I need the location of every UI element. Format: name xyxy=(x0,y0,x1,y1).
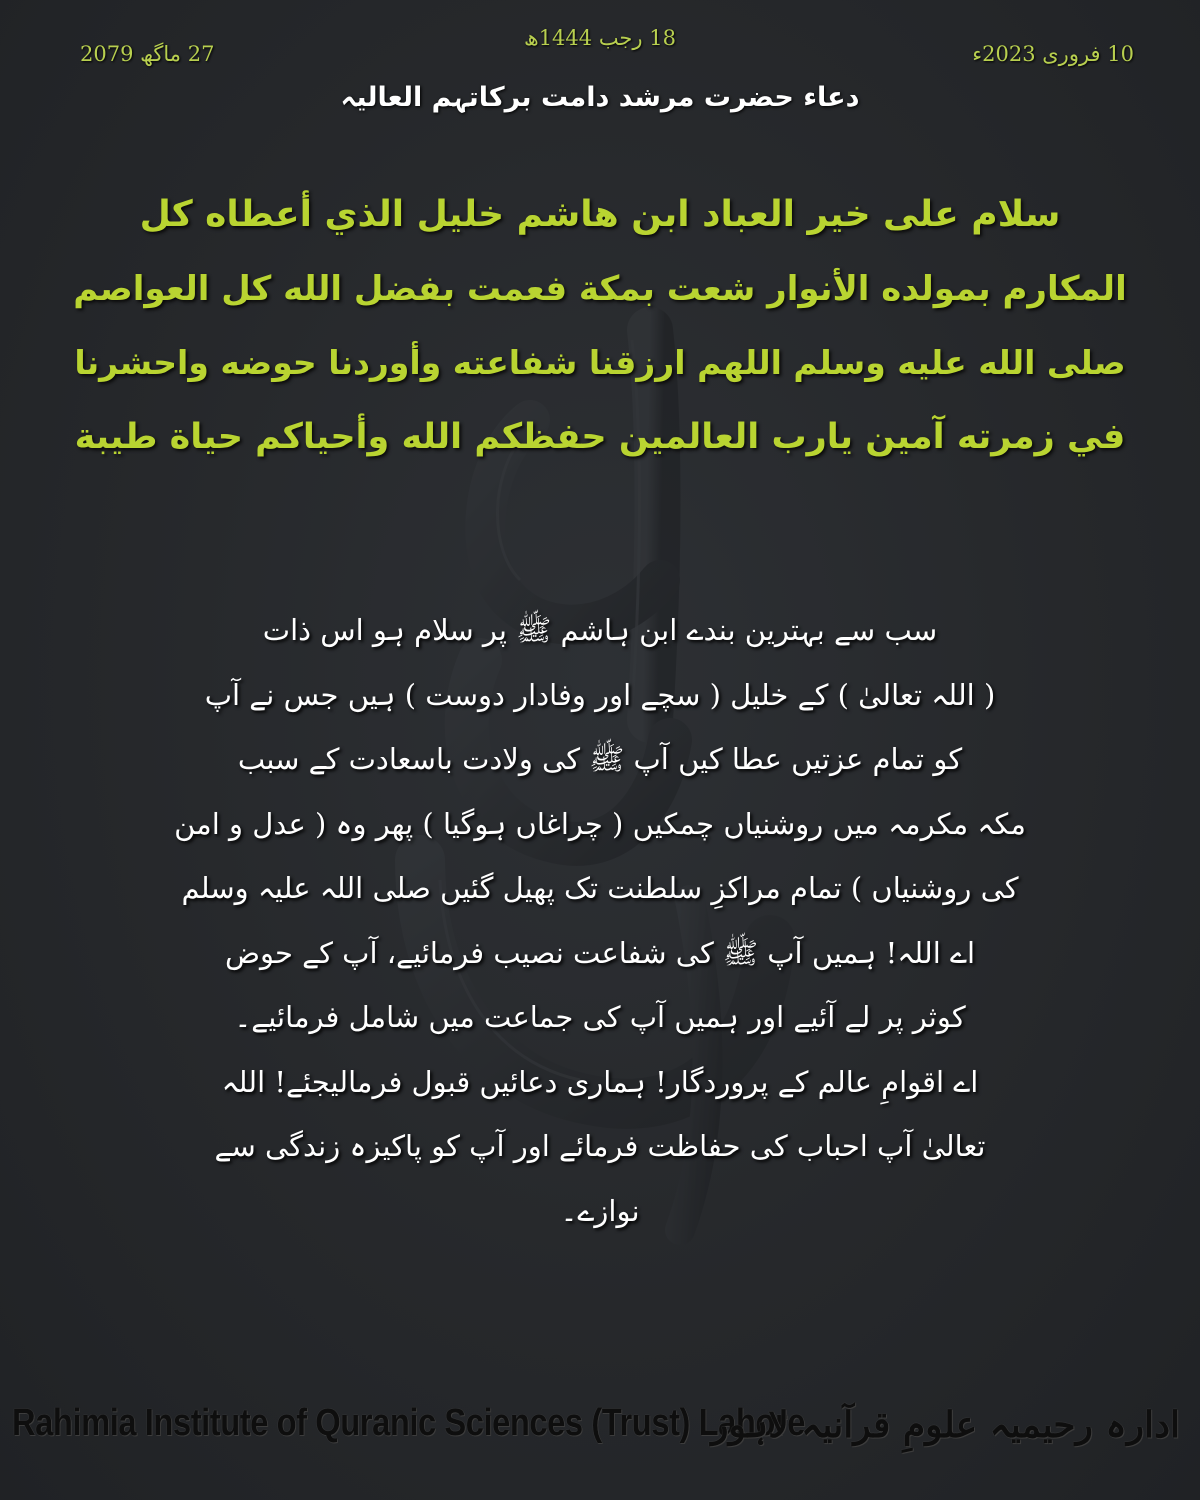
arabic-line: سلام على خير العباد ابن هاشم خليل الذي أعطاه كل xyxy=(139,194,1061,235)
page-heading: دعاء حضرت مرشد دامت برکاتہم العالیہ xyxy=(340,82,860,113)
footer xyxy=(0,1398,1200,1468)
institute-name-english: Rahimia Institute of Quranic Sciences (Trust) Lahore xyxy=(12,1402,806,1444)
urdu-line: سب سے بہترین بندے ابن ہاشم ﷺ پر سلام ہو اس ذات xyxy=(262,613,938,647)
urdu-line: تعالیٰ آپ احباب کی حفاظت فرمائے اور آپ کو پاکیزہ زندگی سے xyxy=(214,1129,986,1163)
urdu-line: ( اللہ تعالیٰ ) کے خلیل ( سچے اور وفادار دوست ) ہیں جس نے آپ xyxy=(204,677,996,712)
urdu-translation xyxy=(160,598,1040,1243)
arabic-dua xyxy=(70,178,1130,474)
urdu-line: کی روشنیاں ) تمام مراکزِ سلطنت تک پھیل گئیں صلی اللہ علیہ وسلم xyxy=(181,871,1019,905)
arabic-line: صلى الله عليه وسلم اللهم ارزقنا شفاعته وأوردنا حوضه واحشرنا xyxy=(74,343,1126,382)
institute-name-urdu: ادارہ رحیمیہ علومِ قرآنیہ لاہور xyxy=(711,1404,1180,1446)
urdu-line: مکہ مکرمہ میں روشنیاں چمکیں ( چراغاں ہوگیا ) پھر وہ ( عدل و امن xyxy=(174,806,1026,841)
bikrami-date: 27 ماگھ 2079 xyxy=(80,42,215,66)
urdu-line: کو تمام عزتیں عطا کیں آپ ﷺ کی ولادت باسعادت کے سبب xyxy=(237,742,963,776)
hijri-date: 18 رجب 1444ھ xyxy=(524,26,676,50)
urdu-line: نوازے۔ xyxy=(560,1193,640,1228)
urdu-line: اے اقوامِ عالم کے پروردگار! ہماری دعائیں قبول فرمالیجئے! اللہ xyxy=(221,1064,979,1099)
urdu-line: اے اللہ! ہمیں آپ ﷺ کی شفاعت نصیب فرمائیے، آپ کے حوض xyxy=(224,935,976,970)
institute-logo xyxy=(711,1398,1180,1462)
arabic-line: في زمرته آمين يارب العالمين حفظكم الله وأحياكم حياة طيبة xyxy=(74,417,1126,457)
gregorian-date: 10 فروری 2023ء xyxy=(972,42,1134,66)
arabic-line: المكارم بمولده الأنوار شعت بمكة فعمت بفضل الله كل العواصم xyxy=(73,269,1127,309)
urdu-line: کوثر پر لے آئیے اور ہمیں آپ کی جماعت میں شامل فرمائیے۔ xyxy=(234,1000,966,1034)
